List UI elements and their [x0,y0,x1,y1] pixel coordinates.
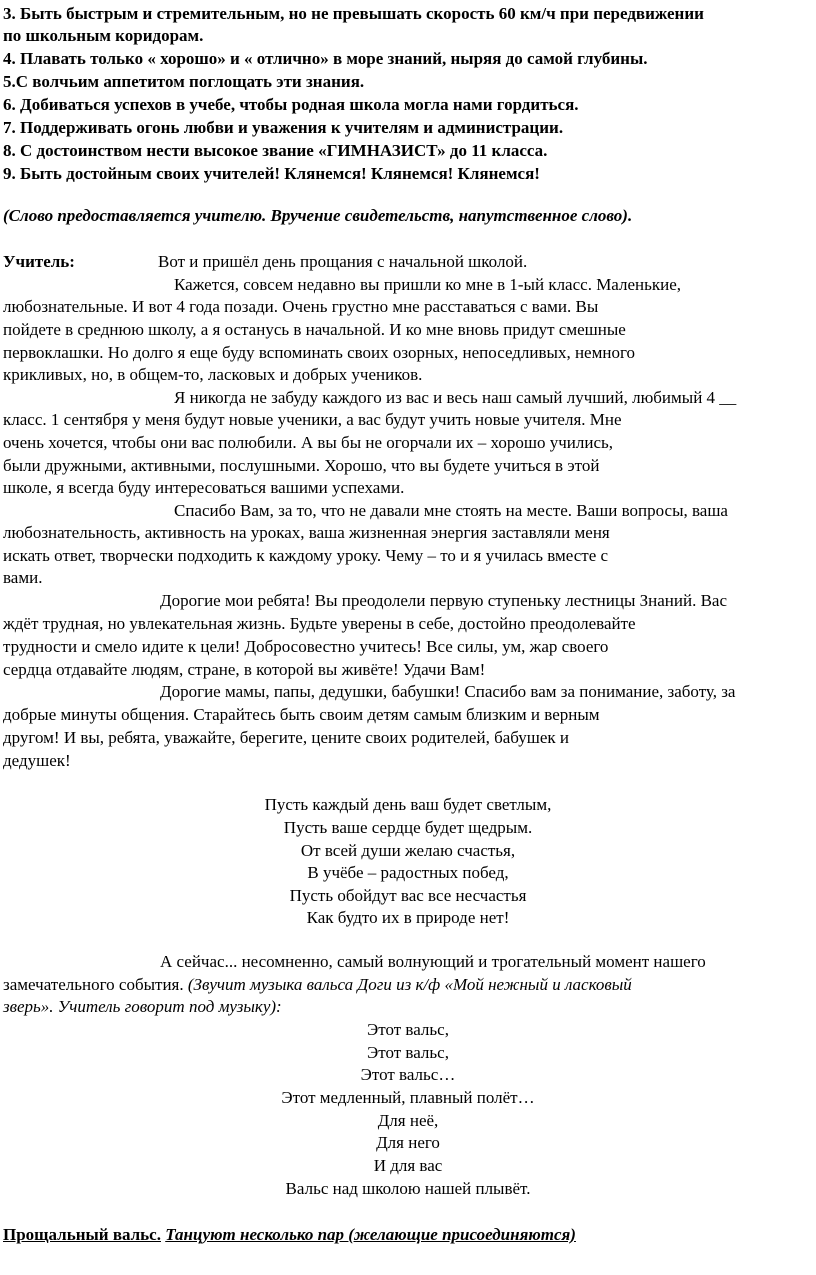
poem1-line-4: В учёбе – радостных побед, [307,863,509,882]
teacher-label: Учитель: [3,252,75,271]
waltz-intro-line-2 [3,974,632,996]
poem2-line-5: Для неё, [377,1111,439,1130]
poem2-line-4: Этот медленный, плавный полёт… [281,1088,535,1107]
poem2-line-3: Этот вальс… [360,1065,456,1084]
waltz-intro-direction: (Звучит музыка вальса Доги из к/ф «Мой нежный и ласковый [187,975,632,994]
oath-item-8: 8. С достоинством нести высокое звание «ГИМНАЗИСТ» до 11 класса. [3,141,548,160]
teacher-p5-line-1: Дорогие мамы, папы, дедушки, бабушки! Спасибо вам за понимание, заботу, за [160,682,736,701]
oath-item-3-line-1: 3. Быть быстрым и стремительным, но не превышать скорость 60 км/ч при передвижении [3,4,704,23]
teacher-p2-line-2: класс. 1 сентября у меня будут новые ученики, а вас будут учить новые учителя. Мне [3,410,622,429]
poem1-line-1: Пусть каждый день ваш будет светлым, [264,795,552,814]
oath-item-7: 7. Поддерживать огонь любви и уважения к учителям и администрации. [3,118,564,137]
waltz-intro-plain: замечательного события. [3,975,188,994]
poem2-line-8: Вальс над школою нашей плывёт. [285,1179,531,1198]
final-label: Прощальный вальс. [3,1225,161,1244]
teacher-p2-line-4: были дружными, активными, послушными. Хорошо, что вы будете учиться в этой [3,456,600,475]
poem1-line-2: Пусть ваше сердце будет щедрым. [283,818,533,837]
poem2-line-6: Для него [376,1133,440,1152]
teacher-p4-line-3: трудности и смело идите к цели! Добросовестно учитесь! Все силы, ум, жар своего [3,637,609,656]
teacher-p1-line-2: любознательные. И вот 4 года позади. Очень грустно мне расставаться с вами. Вы [3,297,599,316]
poem2-line-7: И для вас [373,1156,443,1175]
oath-item-5: 5.С волчьим аппетитом поглощать эти знания. [3,72,365,91]
teacher-p4-line-4: сердца отдавайте людям, стране, в которой вы живёте! Удачи Вам! [3,660,486,679]
teacher-p3-line-2: любознательность, активность на уроках, ваша жизненная энергия заставляли меня [3,523,610,542]
waltz-intro-line-3: зверь». Учитель говорит под музыку): [3,997,282,1016]
teacher-p1-line-5: крикливых, но, в общем-то, ласковых и добрых учеников. [3,365,423,384]
poem1-line-6: Как будто их в природе нет! [306,908,510,927]
teacher-p1-line-4: первоклашки. Но долго я еще буду вспоминать своих озорных, непоседливых, немного [3,343,635,362]
teacher-p3-line-3: искать ответ, творчески подходить к каждому уроку. Чему – то и я училась вместе с [3,546,609,565]
waltz-intro-line-1: А сейчас... несомненно, самый волнующий и трогательный момент нашего [160,952,706,971]
teacher-p2-line-1: Я никогда не забуду каждого из вас и весь наш самый лучший, любимый 4 __ [174,388,737,407]
teacher-p2-line-5: школе, я всегда буду интересоваться вашими успехами. [3,478,405,497]
poem2-line-1: Этот вальс, [367,1020,449,1039]
teacher-p4-line-2: ждёт трудная, но увлекательная жизнь. Будьте уверены в себе, достойно преодолевайте [3,614,636,633]
oath-item-4: 4. Плавать только « хорошо» и « отлично» в море знаний, ныряя до самой глубины. [3,49,648,68]
poem2-line-2: Этот вальс, [367,1043,449,1062]
teacher-p1-line-3: пойдете в среднюю школу, а я останусь в начальной. И ко мне вновь придут смешные [3,320,626,339]
final-direction: Танцуют несколько пар (желающие присоединяются) [165,1225,576,1244]
oath-item-9: 9. Быть достойным своих учителей! Клянемся! Клянемся! Клянемся! [3,164,540,183]
teacher-p5-line-3: другом! И вы, ребята, уважайте, берегите, цените своих родителей, бабушек и [3,728,570,747]
oath-item-6: 6. Добиваться успехов в учебе, чтобы родная школа могла нами гордиться. [3,95,579,114]
teacher-p3-line-1: Спасибо Вам, за то, что не давали мне стоять на месте. Ваши вопросы, ваша [174,501,728,520]
teacher-p2-line-3: очень хочется, чтобы они вас полюбили. А вы бы не огорчали их – хорошо учились, [3,433,614,452]
final-line [3,1224,576,1246]
stage-direction: (Слово предоставляется учителю. Вручение свидетельств, напутственное слово). [3,206,633,225]
poem1-line-5: Пусть обойдут вас все несчастья [289,886,527,905]
teacher-p5-line-2: добрые минуты общения. Старайтесь быть своим детям самым близким и верным [3,705,600,724]
teacher-p5-line-4: дедушек! [3,751,71,770]
oath-item-3-line-2: по школьным коридорам. [3,26,204,45]
poem1-line-3: От всей души желаю счастья, [300,841,516,860]
teacher-p3-line-4: вами. [3,568,43,587]
teacher-p1-line-1: Кажется, совсем недавно вы пришли ко мне в 1-ый класс. Маленькие, [174,275,682,294]
teacher-p4-line-1: Дорогие мои ребята! Вы преодолели первую ступеньку лестницы Знаний. Вас [160,591,728,610]
teacher-first-line: Вот и пришёл день прощания с начальной школой. [158,252,528,271]
